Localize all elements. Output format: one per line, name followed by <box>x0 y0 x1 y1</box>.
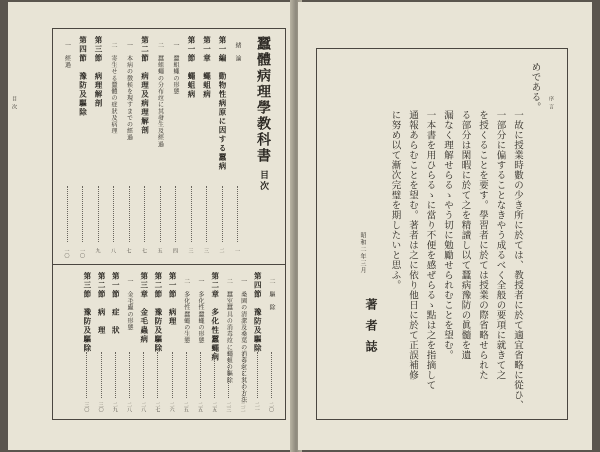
preface-page <box>298 2 592 450</box>
toc-page-number: 二七 <box>154 402 161 412</box>
toc-page-number: 二〇 <box>268 402 274 412</box>
preface-line: る部分は閑暇に於て之を精讀し以て蠶病豫防の眞髓を遺 <box>459 110 471 360</box>
toc-page-number: 二八 <box>140 402 147 412</box>
toc-entry-text: 一 本病の徴候を現すまでの經過 <box>125 42 133 141</box>
toc-entry-text: 一 蠶蛆蠅の形態 <box>172 42 179 95</box>
preface-line: 漏なく理解せらるゝやう切に勉勵せられむことを望む。 <box>442 110 453 360</box>
toc-page-number: 二五 <box>182 402 189 412</box>
toc-running-head: 目次 <box>11 96 17 112</box>
toc-entry-text: 第一章 蠅蛆病 <box>202 36 212 99</box>
toc-leader-dots <box>157 352 158 398</box>
toc-entry-text: 第二章 多化性蠶蠅病 <box>210 272 220 362</box>
toc-leader-dots <box>228 352 229 398</box>
toc-leader-dots <box>186 352 187 398</box>
toc-leader-dots <box>113 186 114 242</box>
preface-line: を授くることを要す。學習者に於ては授業の際省略せられた <box>477 110 488 380</box>
toc-page-number: 九 <box>94 248 101 253</box>
toc-entry-text: 第四節 豫防及驅除 <box>78 36 88 117</box>
toc-entry-text: 二 蠶室蠶具の消毒竝に蠅蛆の驅除 <box>225 278 233 384</box>
toc-page-number: 七 <box>125 248 132 253</box>
toc-page-number: 八 <box>110 248 116 253</box>
toc-leader-dots <box>160 186 161 242</box>
toc-entry-text: 第二節 病 理 <box>97 272 107 335</box>
toc-entry-text: 第一節 病理 <box>168 272 178 326</box>
toc-leader-dots <box>271 352 272 398</box>
toc-leader-dots <box>144 186 145 242</box>
toc-entry-text: 第三節 病理解剖 <box>94 36 103 108</box>
toc-leader-dots <box>243 352 244 398</box>
toc-entry-text: 第四節 豫防及驅除 <box>253 272 263 353</box>
preface-line: 一部分に偏することなきやう成るべく全般の要項に就きて之 <box>494 110 506 380</box>
toc-entry-text: 二 驅 除 <box>268 278 275 311</box>
toc-page-number: 五 <box>156 248 163 253</box>
preface-signature: 著者誌 <box>364 298 378 361</box>
toc-page-number: 二五 <box>197 402 203 412</box>
toc-leader-dots <box>143 352 144 398</box>
toc-entry-text: 二 寄生せる蠶體の症狀及病理 <box>110 42 117 135</box>
toc-page-number: 一〇 <box>79 248 85 258</box>
toc-entry-text: 一 桑園の清潔及桑葉の消毒竝に其の方法 <box>239 278 247 404</box>
toc-entry-text: 第二節 病理及病理解剖 <box>140 36 150 135</box>
book-title: 蠶體病理學教科書 <box>255 36 271 164</box>
toc-leader-dots <box>101 352 102 398</box>
toc-page-number: 七 <box>141 248 147 253</box>
toc-leader-dots <box>214 352 215 398</box>
toc-leader-dots <box>67 186 68 242</box>
preface-line: 一故に授業時數の少き所に於ては、教授者に於て適宜省略に從ひ、 <box>512 110 523 410</box>
toc-entry-text: 第二節 豫防及驅除 <box>153 272 163 353</box>
toc-page-number: 二二 <box>239 402 246 412</box>
toc-entry-text: 第一編 動物性病原に因する蠶病 <box>218 36 227 171</box>
preface-line: 通報あらむことを望む。著者は之に依り他日に於て正誤補修 <box>407 110 418 380</box>
toc-entry-text: 第三節 豫防及驅除 <box>82 272 92 353</box>
toc-entry-text: 緒 論 <box>234 42 241 62</box>
toc-page-number: 二五 <box>211 402 218 412</box>
toc-page-number: 二一 <box>253 402 260 412</box>
toc-leader-dots <box>82 186 83 242</box>
toc-entry-text: 第三章 金毛蟲病 <box>139 272 149 344</box>
toc-entry-text: 一 經過 <box>63 42 71 69</box>
toc-entry-text: 二 蠶蛆蠅の分布竝に其發生及經過 <box>156 42 164 148</box>
toc-leader-dots <box>191 186 192 242</box>
preface-date: 昭和二年三月 <box>359 232 366 274</box>
preface-line: めである。 <box>529 62 541 112</box>
toc-page-number: 三 <box>187 248 194 253</box>
toc-leader-dots <box>115 352 116 398</box>
toc-leader-dots <box>257 352 258 398</box>
preface-line: に努め以て漸次完璧を期したいと思ふ。 <box>389 110 401 290</box>
preface-line: 一本書を用ひらるゝに當り不便を感ぜらるゝ點は之を指摘して <box>424 110 436 390</box>
toc-leader-dots <box>98 186 99 242</box>
toc-entry-text: 第一節 蠅蛆病 <box>187 36 196 99</box>
toc-page-number: 二 <box>218 248 225 253</box>
toc-page-number: 二六 <box>168 402 175 412</box>
toc-page-number: 二九 <box>111 402 118 412</box>
toc-leader-dots <box>237 186 238 242</box>
toc-leader-dots <box>86 352 87 398</box>
toc-page-number: 二三 <box>225 402 232 412</box>
toc-leader-dots <box>175 186 176 242</box>
toc-entry-text: 一 金毛蟲の形態 <box>126 278 133 331</box>
toc-page-number: 三 <box>203 248 209 253</box>
toc-page-number: 一〇 <box>63 248 70 258</box>
toc-leader-dots <box>200 352 201 398</box>
toc-page-number: 四 <box>172 248 178 253</box>
toc-leader-dots <box>206 186 207 242</box>
toc-entry-text: 二 多化性蠶蠅の生態 <box>182 278 190 344</box>
preface-running-head: 序言 <box>548 96 554 112</box>
toc-entry-text: 一 多化性蠶蠅の形態 <box>197 278 204 344</box>
toc-leader-dots <box>129 352 130 398</box>
toc-page-number: 一 <box>234 248 240 253</box>
toc-page-number: 二八 <box>126 402 132 412</box>
toc-leader-dots <box>172 352 173 398</box>
toc-page <box>8 2 294 450</box>
toc-page-number: 三〇 <box>83 402 90 412</box>
toc-divider <box>52 264 286 265</box>
toc-page-number: 三〇 <box>97 402 104 412</box>
toc-leader-dots <box>129 186 130 242</box>
toc-entry-text: 第一節 症 狀 <box>111 272 121 335</box>
toc-title <box>256 36 270 192</box>
toc-title-suffix: 目次 <box>258 170 268 192</box>
toc-leader-dots <box>222 186 223 242</box>
